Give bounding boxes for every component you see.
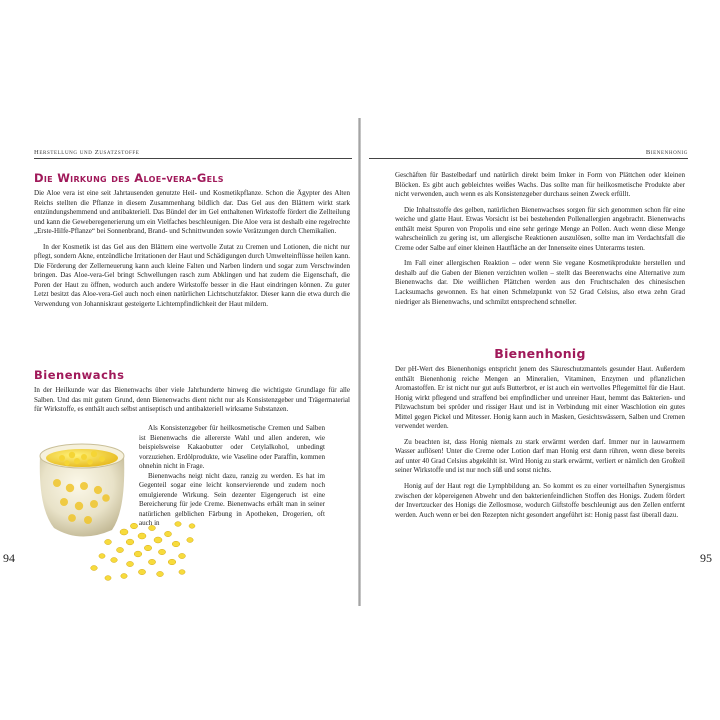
paragraph: Die Aloe vera ist eine seit Jahrtausenden genutzte Heil- und Kosmetikpflanze. Schon die Ägypter des Alten Reichs stellten die Pflanze in diesem Zusammenhang bildlich dar. Das Gel aus den Blättern wirkt stark entzündungshemmend und antibakteriell. Das Bündel der im Gel enthaltenen Wirkstoffe fördert die Zellteilung und kann die Geweberegenerierung um ein Vielfaches beschleunigen. Die Aloe vera ist deshalb eine regelrechte „Erste-Hilfe-Pflanze“ bei Sonnenbrand, Brand- und Schnittwunden sowie Verätzungen durch Chemikalien.	[34, 189, 350, 236]
left-page	[0, 0, 358, 720]
paragraph: Als Konsistenzgeber für heilkosmetische Cremen und Salben ist Bienenwachs die allererste Wahl und allen anderen, wie beispielsweise Kakaobutter oder Cetylalkohol, unbedingt vorzuziehen. Erdölprodukte, wie Vaseline oder Paraffin, kommen ohnehin nicht in Frage.	[139, 424, 325, 471]
paragraph: Die Inhaltsstoffe des gelben, natürlichen Bienenwachses sorgen für sich genommen schon für eine weiche und glatte Haut. Etwas Vorsicht ist bei bestehenden Pollenallergien angebracht. Bienenwachs enthält meist Spuren von Propolis und eine sehr geringe Menge an Pollen. Auch wenn diese Menge wahrscheinlich zu gering ist, um allergische Reaktionen auszulösen, sollte man im Verdachtsfall die Creme oder Salbe auf einer kleinen Hautfläche an der Innenseite eines Unterarms testen.	[395, 205, 685, 252]
paragraph: Bienenwachs neigt nicht dazu, ranzig zu werden. Es hat im Gegenteil sogar eine leicht konservierende und zudem noch emulgierende Wirkung. Sein dezenter Eigengeruch ist eine Bereicherung für jede Creme. Bienenwachs erhält man in seiner natürlichen gelblichen Färbung in Apotheken, Drogerien, oft auch in	[139, 471, 325, 528]
bienenhonig-section	[395, 346, 685, 520]
bienenwachs-section	[34, 369, 350, 415]
paragraph: In der Heilkunde war das Bienenwachs über viele Jahrhunderte hinweg die wichtigste Grundlage für alle Salben. Und das mit gutem Grund, denn Bienenwachs dient nicht nur als Konsistenzgeber und Trägermaterial für Wirkstoffe, es enthält auch selbst antiseptisch und antibakteriell wirksame Substanzen.	[34, 386, 350, 414]
wrapped-text	[139, 424, 325, 529]
running-head: Bienenhonig	[645, 149, 688, 156]
paragraph: Geschäften für Bastelbedarf und natürlich direkt beim Imker in Form von Plättchen oder kleinen Blöcken. Es gibt auch gebleichtes weißes Wachs. Das sollte man für heilkosmetische Produkte aber nicht verwenden, auch wenn es als Konsistenzgeber durchaus seinen Zweck erfüllt.	[395, 171, 685, 199]
paragraph: Zu beachten ist, dass Honig niemals zu stark erwärmt werden darf. Immer nur in lauwarmem Wasser auflösen! Unter die Creme oder Lotion darf man Honig erst dann rühren, wenn diese bereits auf unter 40 Grad Celsius abgekühlt ist. Wird Honig zu stark erwärmt, verliert er nämlich den Großteil seiner Wirkstoffe und ist nur noch süß und sonst nichts.	[395, 437, 685, 475]
paragraph: Der pH-Wert des Bienenhonigs entspricht jenem des Säureschutzmantels gesunder Haut. Außerdem enthält Bienenhonig reiche Mengen an Mineralien, Vitaminen, Enzymen und pflanzlichen Aromastoffen. Er ist nicht nur gut aufs Butterbrot, er ist auch ein wertvolles Pflegemittel für die Haut. Honig wirkt pflegend und straffend bei empfindlicher und unreiner Haut, hemmt das Bakterien- und Pilzwachstum bei spröder und rissiger Haut und ist in Verbindung mit einer Waschlotion ein gutes Mittel gegen Pickel und Mitesser. Honig kann auch in Masken, Gesichtswässern, Salben und Cremen verwendet werden.	[395, 365, 685, 431]
running-head: Herstellung und Zusatzstoffe	[34, 149, 140, 156]
paragraph: Im Fall einer allergischen Reaktion – oder wenn Sie vegane Kosmetikprodukte herstellen und deshalb auf die Gaben der Bienen verzichten wollen – stellt das Beerenwachs eine Alternative zum Bienenwachs dar. Die weißlichen Plättchen werden aus den Fruchtschalen des chinesischen Lacksumachs gewonnen. Es hat einen Schmelzpunkt von 52 Grad Celsius, also etwa zehn Grad niedriger als Bienenwachs, und schmilzt entsprechend schneller.	[395, 259, 685, 306]
page-number: 95	[700, 551, 712, 565]
aloe-section	[34, 172, 350, 310]
page-number: 94	[3, 551, 15, 565]
paragraph: In der Kosmetik ist das Gel aus den Blättern eine wertvolle Zutat zu Cremen und Lotionen, die nicht nur pflegt, sondern Akne, entzündliche Irritationen der Haut und Schädigungen durch Umwelteinflüsse heilen kann. Die Förderung der Zellerneuerung kann auch kleine Falten und Narben lindern und sogar zum Verschwinden bringen. Das Aloe-vera-Gel bringt Schwellungen rasch zum Abklingen und hat zudem die Eigenschaft, die Poren der Haut zu öffnen, wodurch auch andere Wirkstoffe besser in die Haut eindringen können. Zu guter Letzt besitzt das Aloe-vera-Gel auch noch einen natürlichen Lichtschutzfaktor. Dieser kann die etwa durch die Verwendung von Johanniskraut gesteigerte Lichtempfindlichkeit der Haut mildern.	[34, 242, 350, 309]
section-heading: Bienenwachs	[34, 368, 125, 382]
paragraph: Honig auf der Haut regt die Lymphbildung an. So kommt es zu einer vorteilhaften Synergismus zwischen der köpereigenen Abwehr und den bakterienfeindlichen Stoffen des Honigs. Zudem fördert der Invertzucker des Honigs die Zellosmose, wodurch Giftstoffe beschleunigt aus den Zellen entfernt werden. Auch wenn er bei den Rezepten nicht gesondert angeführt ist: Honig passt fast überall dazu.	[395, 482, 685, 519]
right-page	[361, 0, 720, 720]
header-rule	[369, 158, 688, 159]
continued-text	[395, 171, 685, 307]
section-heading: Die Wirkung des Aloe-vera-Gels	[34, 171, 224, 185]
section-heading: Bienenhonig	[494, 346, 586, 361]
header-rule	[34, 158, 352, 159]
